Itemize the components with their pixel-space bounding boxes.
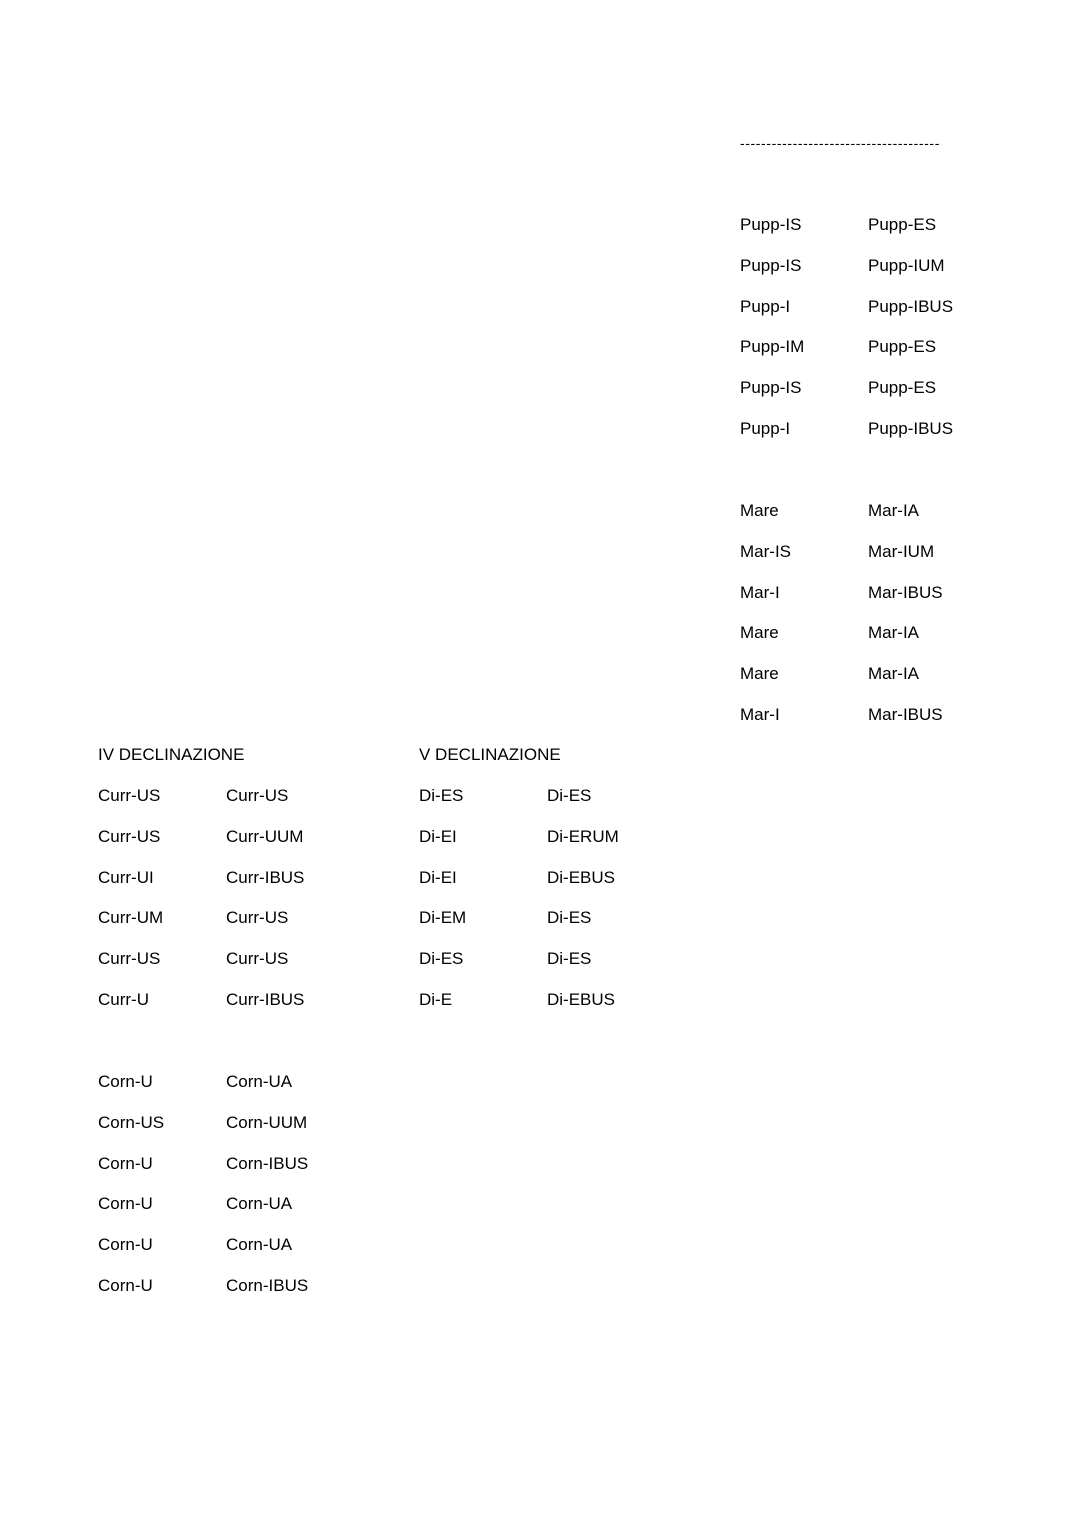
- plural-form: Di-ES: [547, 908, 592, 928]
- plural-form: Curr-IBUS: [226, 989, 305, 1009]
- dashed-separator: --------------------------------------: [740, 135, 940, 151]
- plural-form: Pupp-IUM: [868, 255, 945, 275]
- plural-form: Mar-IBUS: [868, 704, 943, 724]
- plural-form: Pupp-ES: [868, 337, 937, 357]
- plural-form: Di-EBUS: [547, 867, 616, 887]
- plural-form: Mar-IUM: [868, 541, 935, 561]
- singular-form: Curr-UM: [98, 908, 164, 928]
- singular-form: Corn-U: [98, 1072, 153, 1091]
- singular-form: Mare: [740, 501, 779, 520]
- singular-form: Corn-U: [98, 1275, 153, 1295]
- singular-form: Curr-U: [98, 989, 149, 1009]
- plural-form: Mar-IA: [868, 501, 919, 520]
- plural-form: Curr-UUM: [226, 826, 304, 846]
- singular-form: Corn-U: [98, 1194, 153, 1214]
- plural-form: Pupp-ES: [868, 215, 937, 234]
- plural-form: Corn-IBUS: [226, 1153, 309, 1173]
- plural-form: Pupp-ES: [868, 378, 937, 398]
- singular-form: Pupp-I: [740, 418, 791, 438]
- plural-form: Curr-US: [226, 786, 289, 805]
- fourth-declension-heading: IV DECLINAZIONE: [98, 745, 245, 764]
- plural-form: Corn-UA: [226, 1194, 293, 1214]
- plural-form: Corn-UUM: [226, 1112, 308, 1132]
- singular-form: Di-E: [419, 989, 453, 1009]
- singular-form: Pupp-I: [740, 296, 791, 316]
- singular-form: Pupp-IS: [740, 378, 802, 398]
- singular-form: Corn-US: [98, 1112, 165, 1132]
- singular-form: Di-ES: [419, 786, 464, 805]
- plural-form: Mar-IA: [868, 664, 919, 684]
- plural-form: Corn-IBUS: [226, 1275, 309, 1295]
- singular-form: Mar-I: [740, 704, 780, 724]
- fifth-declension-heading: V DECLINAZIONE: [419, 745, 561, 764]
- singular-form: Di-ES: [419, 949, 464, 969]
- singular-form: Di-EI: [419, 867, 457, 887]
- singular-form: Curr-US: [98, 786, 161, 805]
- singular-form: Mare: [740, 623, 779, 643]
- plural-form: Corn-UA: [226, 1235, 293, 1255]
- singular-form: Pupp-IS: [740, 255, 802, 275]
- plural-form: Mar-IA: [868, 623, 919, 643]
- plural-form: Pupp-IBUS: [868, 296, 954, 316]
- singular-form: Corn-U: [98, 1153, 153, 1173]
- plural-form: Curr-US: [226, 949, 289, 969]
- plural-form: Curr-US: [226, 908, 289, 928]
- singular-form: Curr-US: [98, 826, 161, 846]
- plural-form: Di-EBUS: [547, 989, 616, 1009]
- plural-form: Curr-IBUS: [226, 867, 305, 887]
- plural-form: Corn-UA: [226, 1072, 293, 1091]
- singular-form: Mar-I: [740, 582, 780, 602]
- singular-form: Corn-U: [98, 1235, 153, 1255]
- singular-form: Pupp-IM: [740, 337, 805, 357]
- plural-form: Mar-IBUS: [868, 582, 943, 602]
- singular-form: Mare: [740, 664, 779, 684]
- singular-form: Mar-IS: [740, 541, 791, 561]
- plural-form: Di-ERUM: [547, 826, 619, 846]
- singular-form: Di-EI: [419, 826, 457, 846]
- singular-form: Di-EM: [419, 908, 467, 928]
- plural-form: Di-ES: [547, 949, 592, 969]
- plural-form: Pupp-IBUS: [868, 418, 954, 438]
- singular-form: Pupp-IS: [740, 215, 802, 234]
- plural-form: Di-ES: [547, 786, 592, 805]
- singular-form: Curr-UI: [98, 867, 154, 887]
- singular-form: Curr-US: [98, 949, 161, 969]
